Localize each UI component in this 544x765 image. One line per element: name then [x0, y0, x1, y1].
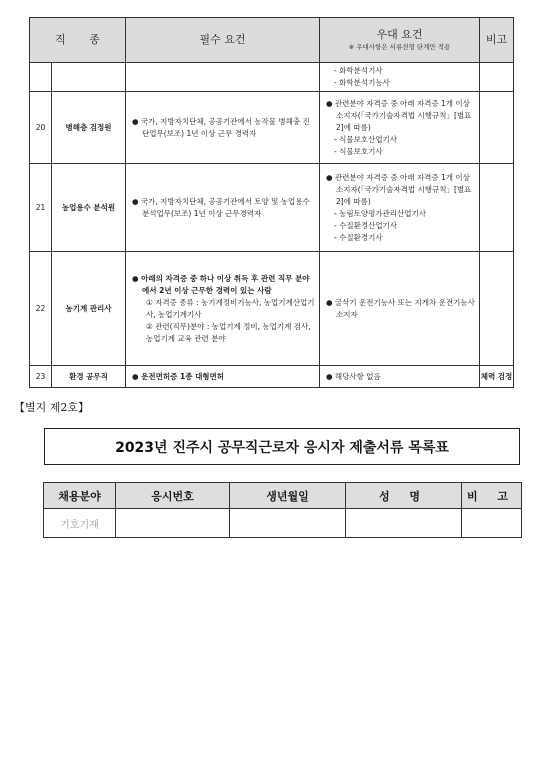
requirement-row: [30, 63, 514, 92]
submission-table: [43, 482, 522, 538]
job-name: [52, 63, 126, 92]
header-field: 채용분야: [44, 483, 116, 509]
row-number: 20: [30, 92, 52, 164]
preferred-cell: [320, 92, 480, 164]
job-name: 농업용수 분석원: [52, 164, 126, 252]
document-title: 2023년 진주시 공무직근로자 응시자 제출서류 목록표: [44, 428, 520, 465]
required-cell: [126, 252, 320, 366]
remark-cell: [480, 164, 514, 252]
required-line: ● 국가, 지방자치단체, 공공기관에서 토양 및 농업용수 분석업무(보조) 1년 이상 근무경력자: [132, 196, 310, 218]
requirement-row: [30, 252, 514, 366]
required-cell: [126, 63, 320, 92]
preferred-line: ● 관련분야 자격증 중 아래 자격증 1개 이상 소지자(「국가기술자격법 시행규칙」[별표2]에 따름): [326, 98, 472, 132]
preferred-line: - 수질환경산업기사: [334, 220, 398, 230]
required-cell: [126, 164, 320, 252]
required-line: ● 운전면허증 1종 대형면허: [132, 371, 225, 381]
remark-cell: 체력 검정: [480, 366, 514, 388]
submission-header-row: [44, 483, 522, 509]
header-remark: 비고: [480, 18, 514, 63]
remark-cell: [480, 92, 514, 164]
row-number: [30, 63, 52, 92]
preferred-line: - 농림토양평가관리산업기사: [334, 208, 427, 218]
cell-name[interactable]: [346, 509, 462, 538]
preferred-line: ● 굴삭기 운전기능사 또는 지게차 운전기능사 소지자: [326, 297, 475, 319]
row-number: 21: [30, 164, 52, 252]
requirements-table: [29, 17, 514, 388]
job-name: 농기계 관리사: [52, 252, 126, 366]
header-job-type: 직 종: [30, 18, 126, 63]
preferred-line: ● 관련분야 자격증 중 아래 자격증 1개 이상 소지자(「국가기술자격법 시행규칙」[별표2]에 따름): [326, 172, 472, 206]
preferred-line: - 화학분석기사: [334, 66, 383, 75]
required-cell: [126, 366, 320, 388]
preferred-cell: [320, 63, 480, 92]
header-name: 성 명: [346, 483, 462, 509]
header-required: 필수 요건: [126, 18, 320, 63]
requirement-row: [30, 92, 514, 164]
preferred-cell: [320, 164, 480, 252]
job-name: 환경 공무직: [52, 366, 126, 388]
job-name: 병해충 검정원: [52, 92, 126, 164]
cell-note[interactable]: [462, 509, 522, 538]
cell-birth-date[interactable]: [230, 509, 346, 538]
submission-row: [44, 509, 522, 538]
header-note: 비 고: [462, 483, 522, 509]
remark-cell: [480, 252, 514, 366]
requirement-row: [30, 366, 514, 388]
preferred-line: - 식물보호산업기사: [334, 134, 398, 144]
cell-applicant-number[interactable]: [116, 509, 230, 538]
preferred-line: - 식물보호기사: [334, 146, 383, 156]
header-preferred: [320, 18, 480, 63]
requirement-row: [30, 164, 514, 252]
required-line: ② 관련(직무)분야 : 농업기계 정비, 농업기계 검사, 농업기계 교육 관련 분야: [146, 321, 311, 343]
row-number: 22: [30, 252, 52, 366]
requirements-header-row: [30, 18, 514, 63]
required-line: ● 국가, 지방자치단체, 공공기관에서 농작물 병해충 진단업무(보조) 1년 이상 근무 경력자: [132, 116, 310, 138]
annex-label: 【별지 제2호】: [14, 401, 89, 414]
preferred-cell: [320, 252, 480, 366]
preferred-line: - 수질환경기사: [334, 232, 383, 242]
header-preferred-title: 우대 요건: [376, 28, 423, 41]
preferred-line: ● 해당사항 없음: [326, 371, 381, 381]
header-applicant-number: 응시번호: [116, 483, 230, 509]
header-preferred-note: ※ 우대사항은 서류전형 단계만 적용: [348, 43, 451, 51]
row-number: 23: [30, 366, 52, 388]
required-line: ① 자격증 종류 : 농기계정비기능사, 농업기계산업기사, 농업기계기사: [146, 297, 315, 319]
preferred-line: - 화학분석기능사: [334, 78, 390, 87]
required-cell: [126, 92, 320, 164]
header-birth-date: 생년월일: [230, 483, 346, 509]
required-line: ● 아래의 자격증 중 하나 이상 취득 후 관련 직무 분야에서 2년 이상 근무한 경력이 있는 사람: [132, 273, 310, 295]
remark-cell: [480, 63, 514, 92]
cell-field[interactable]: 기호기재: [44, 509, 116, 538]
preferred-cell: [320, 366, 480, 388]
